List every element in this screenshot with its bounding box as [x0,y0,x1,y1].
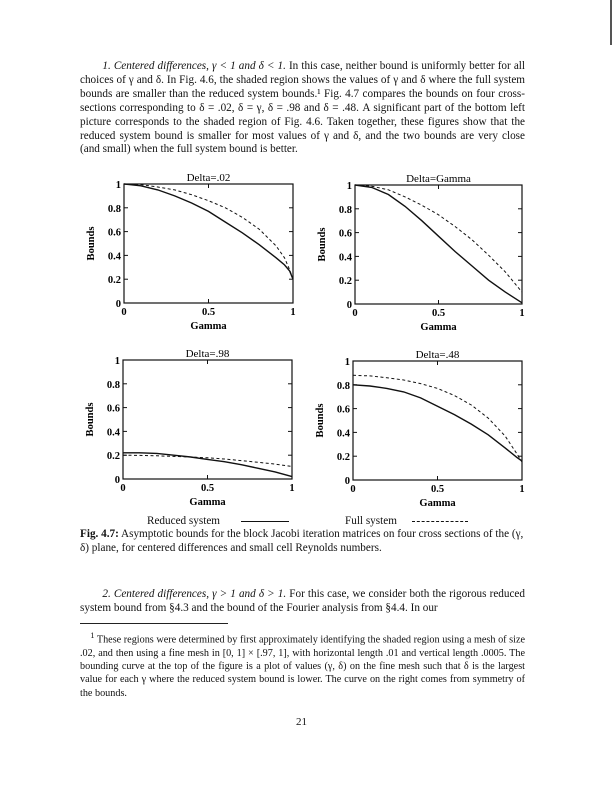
plot-title: Delta=Gamma [406,173,471,185]
page-number: 21 [296,716,307,728]
x-tick-label: 0 [120,483,126,494]
x-tick-label: 0 [352,308,358,319]
y-tick-label: 0 [114,475,120,486]
x-axis-label: Gamma [190,321,227,332]
legend-dashed-line-icon [412,521,468,522]
legend-full-label: Full system [345,515,397,527]
paragraph-2-lead: 2. Centered differences, γ > 1 and δ > 1. [102,588,287,600]
x-axis-label: Gamma [420,322,457,333]
y-tick-label: 1 [346,181,352,192]
x-tick-label: 0.5 [430,484,445,495]
y-tick-label: 1 [344,357,350,368]
x-tick-label: 0.5 [201,307,216,318]
x-axis-label: Gamma [419,498,456,509]
paragraph-2 [80,588,525,616]
series-full-system [123,455,292,466]
footnote-rule [80,623,228,624]
y-tick-label: 0 [115,299,121,310]
series-reduced-system [353,385,522,461]
x-tick-label: 0 [350,484,356,495]
legend-reduced [147,515,289,527]
y-axis-label: Bounds [86,226,97,261]
y-tick-label: 0.4 [336,428,350,440]
footnote-text: These regions were determined by first approximately identifying the shaded region using a mesh of size .02, and then using a fine mesh in [0, 1] × [.97, 1], with horizontal length .01 and vertical length .0005. The bounding curve at the top of the figure is a plot of values (γ, δ) on the fine mesh such that δ is the largest value for each γ where the reduced system bound is lower. The curve on the right comes from symmetry of the bounds. [80,634,526,699]
y-tick-label: 0.2 [338,276,352,288]
footnote-marker: 1 [90,630,95,640]
paragraph-2-text: For this case, we consider both the rigorous reduced system bound from §4.3 and the bound of the Fourier analysis from §4.4. In our [80,588,525,614]
plot-frame [353,361,522,480]
plot-title: Delta=.98 [185,348,230,360]
y-tick-label: 0.8 [338,204,352,216]
y-tick-label: 0.6 [106,403,120,415]
y-tick-label: 0.8 [106,379,120,391]
x-axis-label: Gamma [189,497,226,508]
y-tick-label: 0.4 [338,252,352,264]
y-tick-label: 0.2 [336,452,350,464]
subplot-4 [315,349,525,509]
y-axis-label: Bounds [85,402,96,437]
y-tick-label: 0.6 [338,228,352,240]
plot-title: Delta=.02 [186,172,231,184]
subplot-2 [317,173,525,333]
x-tick-label: 0.5 [431,308,446,319]
x-tick-label: 1 [289,483,295,494]
footnote [80,629,525,700]
x-tick-label: 1 [519,308,525,319]
series-full-system [124,184,293,279]
series-reduced-system [355,185,522,303]
x-tick-label: 1 [290,307,296,318]
subplot-1 [86,172,296,332]
y-tick-label: 0.8 [336,380,350,392]
figure-caption [80,528,525,556]
paragraph-1-text: In this case, neither bound is uniformly better for all choices of γ and δ. In Fig. 4.6, the shaded region shows the values of γ and δ where the full system bounds are smaller than the reduced system bounds.¹ Fig. 4.7 compares the bounds on four cross-sections corresponding to δ = .02, δ = γ, δ = .98 and δ = .48. A significant part of the bottom left picture corresponds to the shaded region of Fig. 4.6. Taken together, these figures show that the reduced system bound is smaller for most values of γ and δ, and the two bounds are very close (and small) when the full system bound is better. [80,60,526,156]
caption-label: Fig. 4.7: [80,528,119,540]
series-reduced-system [124,184,293,279]
y-axis-label: Bounds [317,227,328,262]
x-tick-label: 0 [121,307,127,318]
series-full-system [355,185,522,292]
plot-frame [123,360,292,479]
plot-title: Delta=.48 [415,349,460,361]
legend-full [345,515,468,527]
y-tick-label: 0.4 [106,427,120,439]
legend-reduced-label: Reduced system [147,515,221,527]
y-tick-label: 1 [114,356,120,367]
y-axis-label: Bounds [315,403,326,438]
y-tick-label: 0 [344,476,350,487]
y-tick-label: 0 [346,300,352,311]
plot-frame [124,184,293,303]
y-tick-label: 0.8 [107,203,121,215]
subplot-3 [85,348,295,508]
caption-text: Asymptotic bounds for the block Jacobi iteration matrices on four cross sections of the (γ, δ) plane, for centered differences and small cell Reynolds numbers. [80,528,524,554]
y-tick-label: 0.6 [336,404,350,416]
series-full-system [353,375,522,462]
y-tick-label: 0.4 [107,251,121,263]
x-tick-label: 1 [519,484,525,495]
paragraph-1-lead: 1. Centered differences, γ < 1 and δ < 1. [102,60,286,72]
y-tick-label: 1 [115,180,121,191]
legend-solid-line-icon [241,521,289,522]
y-tick-label: 0.6 [107,227,121,239]
series-reduced-system [123,453,292,477]
x-tick-label: 0.5 [200,483,215,494]
y-tick-label: 0.2 [107,275,121,287]
y-tick-label: 0.2 [106,451,120,463]
